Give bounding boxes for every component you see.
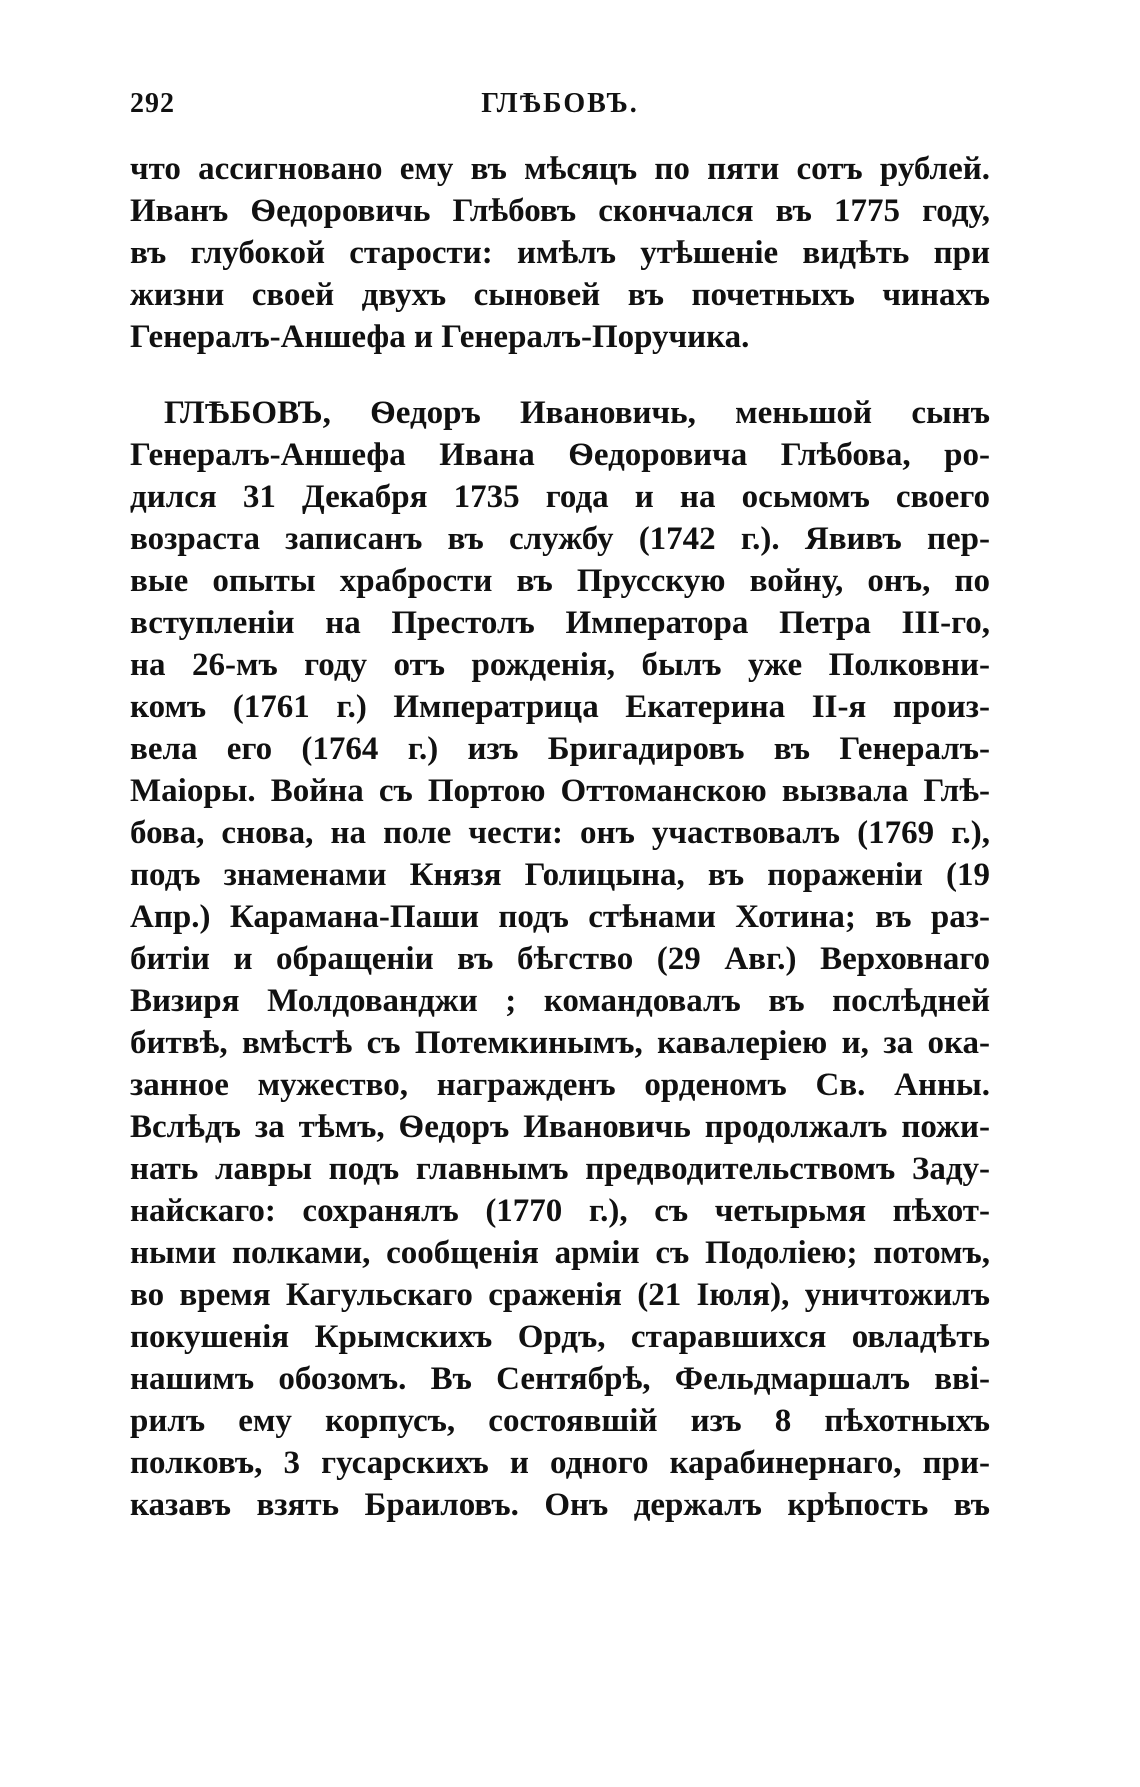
text-line: ными полками, сообщенія арміи съ Подоліею; потомъ,: [130, 1235, 990, 1271]
text-line: на 26-мъ году отъ рожденія, былъ уже Полковни-: [130, 647, 990, 683]
text-line: въ глубокой старости: имѣлъ утѣшеніе видѣть при: [130, 235, 990, 271]
text-line: найскаго: сохранялъ (1770 г.), съ четырьмя пѣхот-: [130, 1193, 990, 1229]
text-line: Генералъ-Аншефа Ивана Ѳедоровича Глѣбова, ро-: [130, 437, 990, 473]
text-line: битвѣ, вмѣстѣ съ Потемкинымъ, кавалеріею и, за ока-: [130, 1025, 990, 1061]
text-line: бова, снова, на поле чести: онъ участвовалъ (1769 г.),: [130, 815, 990, 851]
text-line: возраста записанъ въ службу (1742 г.). Явивъ пер-: [130, 521, 990, 557]
text-line: вые опыты храбрости въ Прусскую войну, онъ, по: [130, 563, 990, 599]
text-line: вела его (1764 г.) изъ Бригадировъ въ Генералъ-: [130, 731, 990, 767]
paragraph-2: [130, 392, 990, 1526]
text-line: нашимъ обозомъ. Въ Сентябрѣ, Фельдмаршалъ вві-: [130, 1361, 990, 1397]
text-line: нать лавры подъ главнымъ предводительствомъ Заду-: [130, 1151, 990, 1187]
text-line: казавъ взять Браиловъ. Онъ держалъ крѣпость въ: [130, 1487, 990, 1523]
text-line: Маіоры. Война съ Портою Оттоманскою вызвала Глѣ-: [130, 773, 990, 809]
page-header: [130, 88, 990, 128]
text-line: Иванъ Ѳедоровичь Глѣбовъ скончался въ 1775 году,: [130, 193, 990, 229]
text-line: во время Кагульскаго сраженія (21 Іюля), уничтожилъ: [130, 1277, 990, 1313]
text-line: битіи и обращеніи въ бѣгство (29 Авг.) Верховнаго: [130, 941, 990, 977]
text-line: занное мужество, награжденъ орденомъ Св. Анны.: [130, 1067, 990, 1103]
text-line: подъ знаменами Князя Голицына, въ пораженіи (19: [130, 857, 990, 893]
text-line: что ассигновано ему въ мѣсяцъ по пяти сотъ рублей.: [130, 151, 990, 187]
text-line: рилъ ему корпусъ, состоявшій изъ 8 пѣхотныхъ: [130, 1403, 990, 1439]
running-title: ГЛѢБОВЪ.: [481, 88, 639, 119]
text-line: вступленіи на Престолъ Императора Петра III-го,: [130, 605, 990, 641]
text-line: покушенія Крымскихъ Ордъ, старавшихся овладѣть: [130, 1319, 990, 1355]
text-line: дился 31 Декабря 1735 года и на осьмомъ своего: [130, 479, 990, 515]
paragraph-1: [130, 148, 990, 358]
text-line: полковъ, 3 гусарскихъ и одного карабинернаго, при-: [130, 1445, 990, 1481]
text-line: комъ (1761 г.) Императрица Екатерина II-я произ-: [130, 689, 990, 725]
body-text: [130, 148, 990, 1526]
text-line: Генералъ-Аншефа и Генералъ-Поручика.: [130, 319, 750, 355]
text-line: Визиря Молдованджи ; командовалъ въ послѣдней: [130, 983, 990, 1019]
text-line: жизни своей двухъ сыновей въ почетныхъ чинахъ: [130, 277, 990, 313]
text-line: Апр.) Карамана-Паши подъ стѣнами Хотина; въ раз-: [130, 899, 990, 935]
text-line: ГЛѢБОВЪ, Ѳедоръ Ивановичь, меньшой сынъ: [164, 395, 990, 431]
text-line: Вслѣдъ за тѣмъ, Ѳедоръ Ивановичь продолжалъ пожи-: [130, 1109, 990, 1145]
page-number: 292: [130, 88, 175, 119]
